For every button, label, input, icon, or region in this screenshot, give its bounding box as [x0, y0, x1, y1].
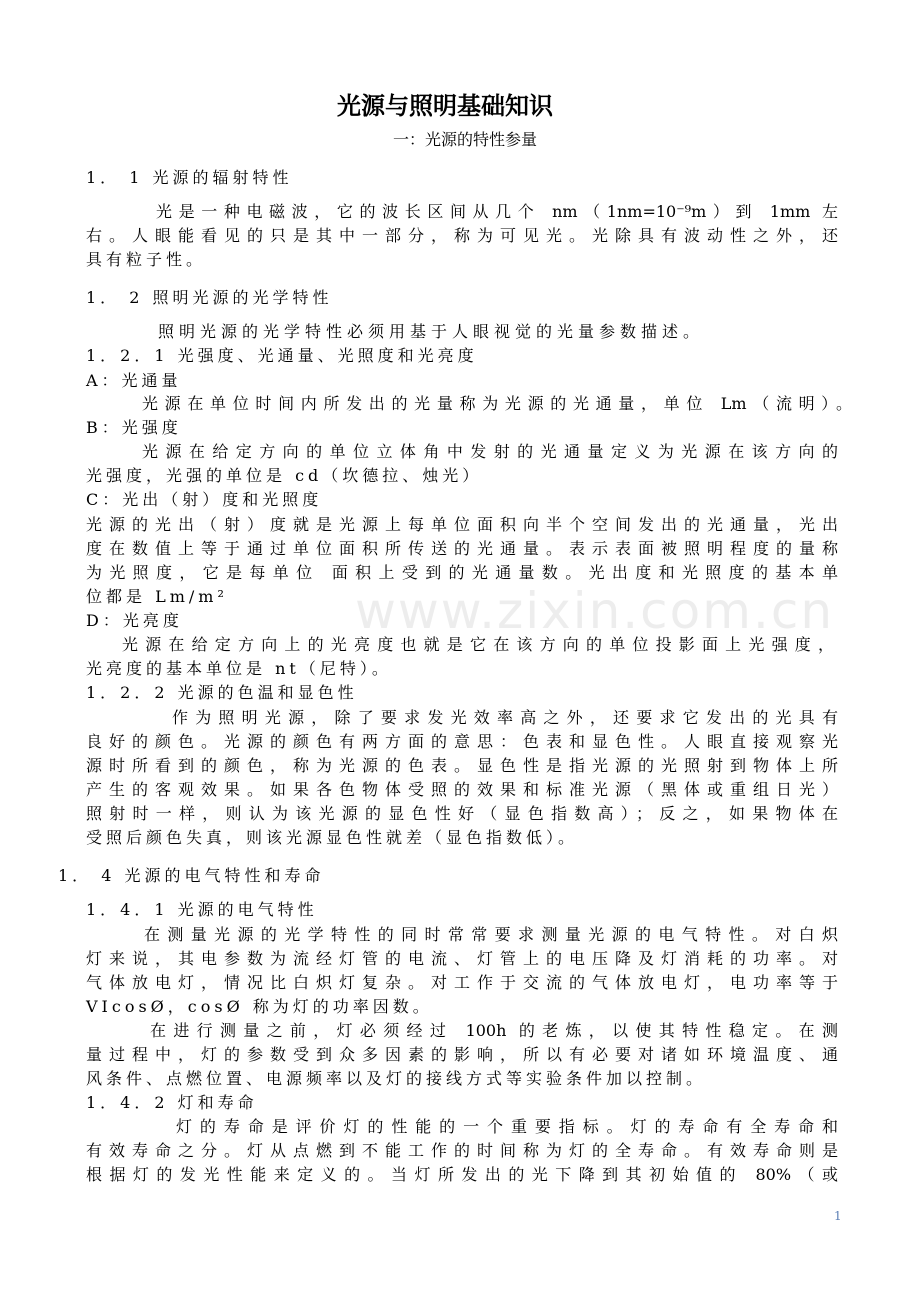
paragraph-line: 良好的颜色。光源的颜色有两方面的意思：色表和显色性。人眼直接观察光 [86, 732, 838, 751]
paragraph-line: 受照后颜色失真，则该光源显色性就差（显色指数低）。 [86, 828, 579, 847]
watermark: www.zixin.com.cn [355, 582, 835, 640]
paragraph-line: 度在数值上等于通过单位面积所传送的光通量。表示表面被照明程度的量称 [86, 539, 838, 558]
paragraph-line: 灯的寿命是评价灯的性能的一个重要指标。灯的寿命有全寿命和 [176, 1117, 838, 1136]
paragraph-line: 产生的客观效果。如果各色物体受照的效果和标准光源（黑体或重组日光） [86, 780, 838, 799]
term-heading: A：光通量 [86, 371, 182, 390]
paragraph-line: 光源在给定方向上的光亮度也就是它在该方向的单位投影面上光强度， [122, 635, 834, 654]
paragraph-line: VIcosØ，cosØ 称为灯的功率因数。 [86, 997, 433, 1016]
subsection-heading: 1．2．1 光强度、光通量、光照度和光亮度 [86, 346, 478, 365]
paragraph-line: 光亮度的基本单位是 nt（尼特）。 [86, 659, 392, 678]
paragraph-line: 根据灯的发光性能来定义的。当灯所发出的光下降到其初始值的 80%（或 [86, 1165, 838, 1184]
paragraph-line: 源时所看到的颜色，称为光源的色表。显色性是指光源的光照射到物体上所 [86, 756, 838, 775]
page-title: 光源与照明基础知识 [337, 92, 553, 120]
paragraph-line: 气体放电灯，情况比白炽灯复杂。对工作于交流的气体放电灯，电功率等于 [86, 973, 838, 992]
paragraph-line: 光源的光出（射）度就是光源上每单位面积向半个空间发出的光通量，光出 [86, 515, 838, 534]
term-heading: D：光亮度 [86, 611, 183, 630]
paragraph-line: 光源在给定方向的单位立体角中发射的光通量定义为光源在该方向的 [142, 442, 838, 461]
subsection-heading: 1．4．1 光源的电气特性 [86, 900, 318, 919]
subsection-heading: 1．4．2 灯和寿命 [86, 1093, 258, 1112]
paragraph-line: 风条件、点燃位置、电源频率以及灯的接线方式等实验条件加以控制。 [86, 1069, 707, 1088]
paragraph-line: 位都是 Lm/m² [86, 587, 228, 606]
paragraph-line: 照明光源的光学特性必须用基于人眼视觉的光量参数描述。 [158, 322, 705, 341]
term-heading: B：光强度 [86, 418, 182, 437]
paragraph-line: 在测量光源的光学特性的同时常常要求测量光源的电气特性。对白炽 [144, 925, 838, 944]
paragraph-line: 光源在单位时间内所发出的光量称为光源的光通量，单位 Lm（流明）。 [142, 394, 852, 413]
term-heading: C：光出（射）度和光照度 [86, 490, 323, 509]
paragraph-line: 照射时一样，则认为该光源的显色性好（显色指数高）；反之，如果物体在 [86, 804, 838, 823]
paragraph-line: 为光照度，它是每单位 面积上受到的光通量数。光出度和光照度的基本单 [86, 563, 838, 582]
paragraph-line: 作为照明光源，除了要求发光效率高之外，还要求它发出的光具有 [172, 708, 838, 727]
paragraph-line: 灯来说，其电参数为流经灯管的电流、灯管上的电压降及灯消耗的功率。对 [86, 949, 838, 968]
paragraph-line: 量过程中，灯的参数受到众多因素的影响，所以有必要对诸如环境温度、通 [86, 1045, 838, 1064]
paragraph-line: 右。人眼能看见的只是其中一部分，称为可见光。光除具有波动性之外，还 [86, 226, 838, 245]
page-number: 1 [834, 1209, 842, 1223]
paragraph-line: 具有粒子性。 [86, 250, 207, 269]
paragraph-line: 在进行测量之前，灯必须经过 100h 的老炼，以使其特性稳定。在测 [150, 1021, 838, 1040]
section-heading: 一：光源的特性参量 [392, 130, 537, 149]
subsection-heading: 1．2．2 光源的色温和显色性 [86, 683, 358, 702]
subsection-heading: 1． 4 光源的电气特性和寿命 [58, 866, 325, 885]
paragraph-line: 光强度，光强的单位是 cd（坎德拉、烛光） [86, 466, 483, 485]
paragraph-line: 有效寿命之分。灯从点燃到不能工作的时间称为灯的全寿命。有效寿命则是 [86, 1141, 838, 1160]
subsection-heading: 1． 2 照明光源的光学特性 [86, 288, 333, 307]
paragraph-line: 光是一种电磁波，它的波长区间从几个 nm（1nm=10⁻⁹m）到 1mm 左 [156, 202, 838, 221]
subsection-heading: 1． 1 光源的辐射特性 [86, 168, 293, 187]
